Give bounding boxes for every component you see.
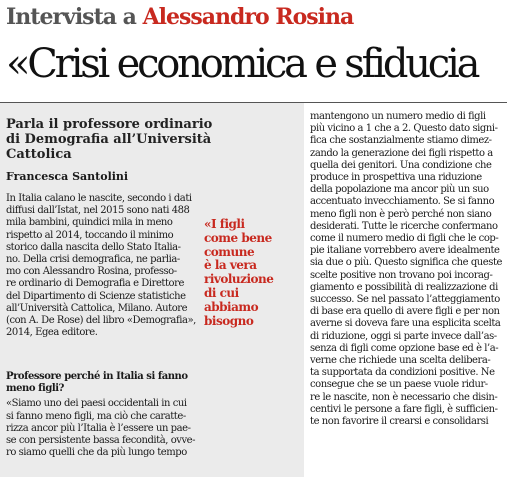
- text-line: come il numero medio di figli che le cop-: [310, 233, 499, 245]
- kicker-prefix: Intervista a: [6, 4, 143, 30]
- text-line: pie italiane vorrebbero avere idealmente: [310, 245, 500, 257]
- text-line: mila bambini, quindici mila in meno: [6, 217, 173, 229]
- intro-paragraph: [6, 193, 202, 339]
- text-line: desiderati. Tutte le ricerche confermano: [310, 220, 498, 232]
- text-line: re ordinario di Demografia e Direttore: [6, 278, 184, 290]
- text-line: mo con Alessandro Rosina, professo-: [6, 266, 177, 278]
- question-line: meno figli?: [6, 383, 64, 395]
- text-line: rispetto al 2014, toccando il minimo: [6, 229, 174, 241]
- article-headline: «Crisi economica e sfiducia: [6, 41, 478, 87]
- article-deck: [6, 117, 296, 162]
- text-line: In Italia calano le nascite, secondo i dati: [6, 193, 192, 204]
- text-line: sia due o più. Questo significa che queste: [310, 257, 502, 269]
- deck-line: di Demografia all’Università: [6, 132, 212, 147]
- pull-quote-line: rivoluzione: [204, 272, 274, 287]
- text-line: di base era quello di avere figli e per non: [310, 306, 500, 318]
- interview-column-right: [310, 111, 506, 428]
- text-line: fica che sostanzialmente stiamo dimez-: [310, 135, 492, 147]
- text-line: senza di figli come opzione base ed è l’a-: [310, 342, 499, 354]
- kicker-interviewee-name: Alessandro Rosina: [142, 4, 354, 30]
- question-line: Professore perché in Italia si fanno: [6, 371, 188, 382]
- article-kicker: [6, 4, 353, 30]
- text-line: mantengono un numero medio di figli: [310, 111, 486, 122]
- pull-quote: [204, 218, 300, 328]
- text-line: te non favorire il crearsi e consolidarsi: [310, 416, 489, 428]
- text-line: verne che richiede una scelta delibera-: [310, 355, 491, 367]
- deck-line: Parla il professore ordinario: [6, 117, 213, 132]
- text-line: accentuato invecchiamento. Se si fanno: [310, 196, 495, 208]
- text-line: giamento e possibilità di realizzazione di: [310, 281, 498, 293]
- author-byline: Francesca Santolini: [6, 170, 129, 183]
- pull-quote-line: abbiamo: [204, 299, 259, 314]
- text-line: scelte positive non trovano poi incorag-: [310, 269, 493, 281]
- answer-line: si fanno meno figli, ma ciò che caratte-: [6, 410, 186, 422]
- text-line: re le nascite, non è necessario che disin-: [310, 391, 498, 403]
- text-line: zando la generazione dei figli rispetto a: [310, 147, 493, 159]
- text-line: centivi le persone a fare figli, è sufficien-: [310, 403, 498, 415]
- deck-line: Cattolica: [6, 147, 72, 162]
- answer-line: se con persistente bassa fecondità, ovve-: [6, 435, 196, 447]
- pull-quote-line: di cui: [204, 285, 239, 300]
- text-line: ta supportata da condizioni positive. Ne: [310, 367, 495, 379]
- pull-quote-line: bisogno: [204, 313, 254, 328]
- text-line: consegue che se un paese vuole ridur-: [310, 379, 488, 391]
- pull-quote-line: come bene: [204, 230, 272, 245]
- text-line: (con A. De Rose) del libro «Demografia»,: [6, 315, 196, 327]
- text-line: di riduzione, oggi si parte invece dall’as-: [310, 330, 497, 342]
- text-line: storico dalla nascita dello Stato Italia-: [6, 241, 181, 253]
- pull-quote-line: «I figli: [204, 217, 245, 231]
- text-line: della popolazione ma ancor più un suo: [310, 184, 489, 196]
- pull-quote-line: comune: [204, 244, 255, 259]
- text-line: all’Università Cattolica, Milano. Autore: [6, 302, 188, 314]
- text-line: 2014, Egea editore.: [6, 327, 98, 339]
- text-line: averne si doveva fare una esplicita scelta: [310, 318, 501, 330]
- answer-line: «Siamo uno dei paesi occidentali in cui: [6, 398, 187, 410]
- text-line: del Dipartimento di Scienze statistiche: [6, 290, 186, 302]
- text-line: diffusi dall’Istat, nel 2015 sono nati 488: [6, 205, 190, 217]
- text-line: più vicino a 1 che a 2. Questo dato signi-: [310, 123, 498, 135]
- answer-line: ro siamo quelli che da più lungo tempo: [6, 447, 187, 459]
- text-line: quella dei genitori. Una condizione che: [310, 159, 492, 171]
- pull-quote-line: è la vera: [204, 258, 257, 273]
- text-line: meno figli non è però perché non siano: [310, 208, 492, 220]
- answer-line: rizza ancor più l’Italia è l’essere un pae-: [6, 422, 191, 434]
- text-line: successo. Se nel passato l’atteggiamento: [310, 294, 500, 306]
- text-line: no. Della crisi demografica, ne parlia-: [6, 254, 180, 266]
- interview-column-left: [6, 371, 202, 459]
- text-line: produce in prospettiva una riduzione: [310, 172, 482, 184]
